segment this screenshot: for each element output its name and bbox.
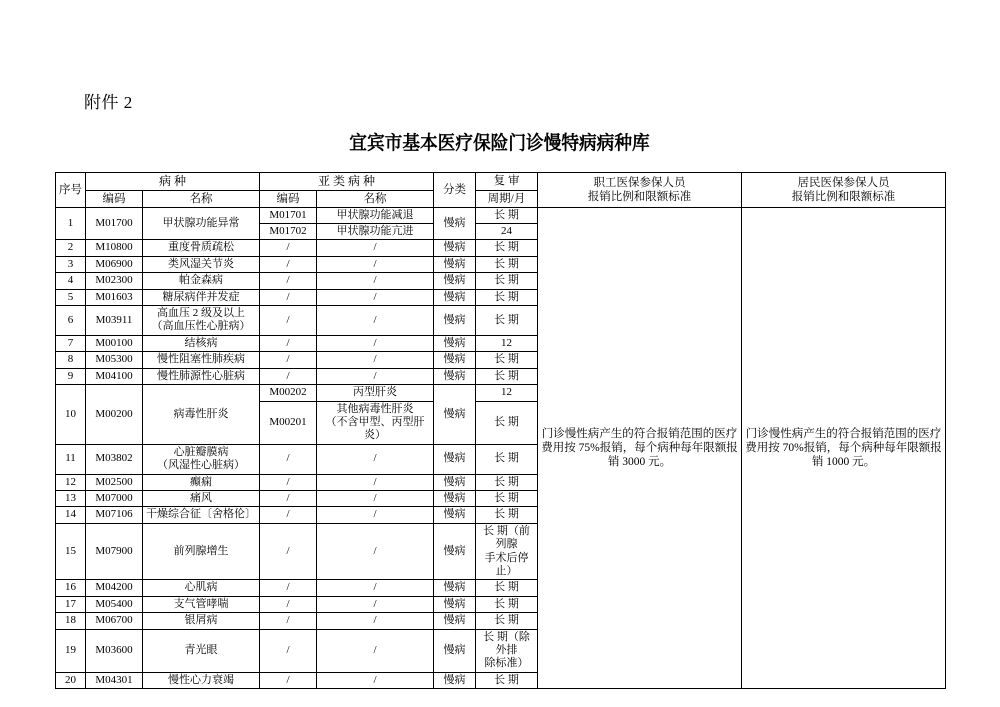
cell-name: 慢性阻塞性肺疾病 [143, 352, 260, 368]
cell-review-period: 长 期（除外排 除标准） [476, 629, 538, 672]
cell-sub-code: M00202 [260, 385, 317, 401]
cell-sub-code: / [260, 256, 317, 272]
cell-sub-code: / [260, 306, 317, 336]
cell-sub-name: 甲状腺功能减退 [317, 207, 434, 223]
cell-sub-code: / [260, 596, 317, 612]
cell-name: 痛风 [143, 490, 260, 506]
cell-sub-name: / [317, 507, 434, 523]
cell-sub-code: / [260, 490, 317, 506]
cell-name: 类风湿关节炎 [143, 256, 260, 272]
header-sub-name: 名称 [317, 190, 434, 207]
cell-sub-code: M00201 [260, 401, 317, 444]
cell-sub-code: / [260, 289, 317, 305]
cell-category: 慢病 [434, 507, 476, 523]
cell-code: M03600 [86, 629, 143, 672]
cell-review-period: 长 期 [476, 352, 538, 368]
cell-review-period: 长 期 [476, 490, 538, 506]
cell-category: 慢病 [434, 672, 476, 688]
cell-sub-name: / [317, 335, 434, 351]
cell-seq: 17 [56, 596, 86, 612]
cell-review-period: 12 [476, 385, 538, 401]
cell-code: M02500 [86, 474, 143, 490]
cell-seq: 18 [56, 613, 86, 629]
cell-name: 帕金森病 [143, 273, 260, 289]
cell-review-period: 长 期（前列腺 手术后停止） [476, 523, 538, 580]
cell-name: 干燥综合征〔舍格伦〕 [143, 507, 260, 523]
attachment-label: 附件 2 [84, 93, 133, 112]
cell-sub-name: / [317, 629, 434, 672]
cell-name: 病毒性肝炎 [143, 385, 260, 445]
cell-sub-code: / [260, 629, 317, 672]
cell-category: 慢病 [434, 385, 476, 445]
cell-sub-code: / [260, 368, 317, 384]
cell-sub-code: M01702 [260, 224, 317, 240]
cell-review-period: 长 期 [476, 207, 538, 223]
cell-sub-name: / [317, 444, 434, 474]
cell-category: 慢病 [434, 240, 476, 256]
cell-category: 慢病 [434, 273, 476, 289]
cell-seq: 9 [56, 368, 86, 384]
cell-category: 慢病 [434, 256, 476, 272]
cell-category: 慢病 [434, 444, 476, 474]
cell-seq: 3 [56, 256, 86, 272]
cell-review-period: 24 [476, 224, 538, 240]
cell-sub-code: / [260, 523, 317, 580]
cell-sub-code: M01701 [260, 207, 317, 223]
cell-name: 结核病 [143, 335, 260, 351]
cell-seq: 20 [56, 672, 86, 688]
cell-sub-name: / [317, 672, 434, 688]
cell-code: M04100 [86, 368, 143, 384]
cell-review-period: 长 期 [476, 306, 538, 336]
cell-code: M06700 [86, 613, 143, 629]
cell-category: 慢病 [434, 523, 476, 580]
cell-code: M07900 [86, 523, 143, 580]
cell-seq: 11 [56, 444, 86, 474]
cell-sub-code: / [260, 580, 317, 596]
cell-review-period: 长 期 [476, 240, 538, 256]
cell-sub-name: / [317, 490, 434, 506]
cell-review-period: 长 期 [476, 474, 538, 490]
cell-name: 糖尿病伴并发症 [143, 289, 260, 305]
cell-sub-code: / [260, 613, 317, 629]
table-row [56, 207, 946, 223]
cell-seq: 16 [56, 580, 86, 596]
cell-review-period: 长 期 [476, 289, 538, 305]
cell-code: M00200 [86, 385, 143, 445]
header-name: 名称 [143, 190, 260, 207]
cell-name: 慢性心力衰竭 [143, 672, 260, 688]
cell-name: 重度骨质疏松 [143, 240, 260, 256]
cell-review-period: 长 期 [476, 368, 538, 384]
cell-code: M07000 [86, 490, 143, 506]
cell-category: 慢病 [434, 629, 476, 672]
cell-sub-name: 丙型肝炎 [317, 385, 434, 401]
cell-review-period: 长 期 [476, 273, 538, 289]
cell-code: M03911 [86, 306, 143, 336]
cell-seq: 5 [56, 289, 86, 305]
cell-sub-name: / [317, 580, 434, 596]
cell-name: 心肌病 [143, 580, 260, 596]
cell-name: 支气管哮喘 [143, 596, 260, 612]
page-title [0, 128, 1000, 155]
cell-sub-code: / [260, 444, 317, 474]
cell-sub-name: / [317, 352, 434, 368]
header-category: 分类 [434, 173, 476, 208]
header-sub-disease-group: 亚 类 病 种 [260, 173, 434, 191]
cell-sub-name: / [317, 273, 434, 289]
cell-sub-code: / [260, 335, 317, 351]
cell-code: M00100 [86, 335, 143, 351]
cell-seq: 15 [56, 523, 86, 580]
cell-seq: 2 [56, 240, 86, 256]
cell-sub-name: / [317, 306, 434, 336]
cell-code: M02300 [86, 273, 143, 289]
cell-review-period: 长 期 [476, 672, 538, 688]
cell-seq: 13 [56, 490, 86, 506]
cell-category: 慢病 [434, 613, 476, 629]
cell-code: M06900 [86, 256, 143, 272]
cell-category: 慢病 [434, 335, 476, 351]
cell-code: M05300 [86, 352, 143, 368]
cell-name: 癫痫 [143, 474, 260, 490]
cell-sub-code: / [260, 474, 317, 490]
cell-sub-code: / [260, 352, 317, 368]
cell-code: M01700 [86, 207, 143, 240]
header-review: 复 审 [476, 173, 538, 191]
header-seq: 序号 [56, 173, 86, 208]
cell-category: 慢病 [434, 289, 476, 305]
cell-sub-name: / [317, 523, 434, 580]
cell-code: M04200 [86, 580, 143, 596]
cell-seq: 6 [56, 306, 86, 336]
header-employee-policy: 职工医保参保人员 报销比例和限额标准 [538, 173, 742, 208]
cell-review-period: 长 期 [476, 580, 538, 596]
cell-name: 青光眼 [143, 629, 260, 672]
header-disease-group: 病 种 [86, 173, 260, 191]
cell-category: 慢病 [434, 490, 476, 506]
cell-seq: 1 [56, 207, 86, 240]
cell-sub-name: 甲状腺功能亢进 [317, 224, 434, 240]
cell-sub-name: / [317, 596, 434, 612]
cell-seq: 12 [56, 474, 86, 490]
cell-category: 慢病 [434, 368, 476, 384]
cell-sub-name: / [317, 368, 434, 384]
cell-sub-code: / [260, 507, 317, 523]
cell-category: 慢病 [434, 207, 476, 240]
cell-sub-name: / [317, 240, 434, 256]
header-review-period: 周期/月 [476, 190, 538, 207]
cell-code: M07106 [86, 507, 143, 523]
cell-review-period: 长 期 [476, 256, 538, 272]
cell-sub-name: / [317, 474, 434, 490]
cell-sub-code: / [260, 273, 317, 289]
cell-seq: 19 [56, 629, 86, 672]
header-code: 编码 [86, 190, 143, 207]
disease-catalog-table [55, 172, 946, 689]
cell-name: 银屑病 [143, 613, 260, 629]
cell-seq: 14 [56, 507, 86, 523]
cell-seq: 7 [56, 335, 86, 351]
cell-name: 高血压 2 级及以上 （高血压性心脏病） [143, 306, 260, 336]
table-header-row-1 [56, 173, 946, 191]
cell-sub-name: / [317, 613, 434, 629]
cell-name: 甲状腺功能异常 [143, 207, 260, 240]
cell-code: M01603 [86, 289, 143, 305]
cell-review-period: 长 期 [476, 613, 538, 629]
cell-category: 慢病 [434, 474, 476, 490]
cell-employee-policy: 门诊慢性病产生的符合报销范围的医疗费用按 75%报销，每个病种每年限额报销 3000 元。 [538, 207, 742, 689]
cell-sub-name: / [317, 256, 434, 272]
cell-seq: 8 [56, 352, 86, 368]
cell-seq: 4 [56, 273, 86, 289]
cell-code: M05400 [86, 596, 143, 612]
header-resident-policy: 居民医保参保人员 报销比例和限额标准 [742, 173, 946, 208]
cell-category: 慢病 [434, 596, 476, 612]
cell-code: M03802 [86, 444, 143, 474]
cell-review-period: 12 [476, 335, 538, 351]
cell-name: 慢性肺源性心脏病 [143, 368, 260, 384]
cell-sub-name: 其他病毒性肝炎 （不含甲型、丙型肝炎） [317, 401, 434, 444]
cell-sub-name: / [317, 289, 434, 305]
cell-review-period: 长 期 [476, 444, 538, 474]
cell-seq: 10 [56, 385, 86, 445]
cell-resident-policy: 门诊慢性病产生的符合报销范围的医疗费用按 70%报销，每个病种每年限额报销 1000 元。 [742, 207, 946, 689]
cell-name: 心脏瓣膜病 （风湿性心脏病） [143, 444, 260, 474]
cell-code: M10800 [86, 240, 143, 256]
cell-sub-code: / [260, 672, 317, 688]
cell-category: 慢病 [434, 352, 476, 368]
cell-name: 前列腺增生 [143, 523, 260, 580]
cell-review-period: 长 期 [476, 507, 538, 523]
cell-sub-code: / [260, 240, 317, 256]
cell-review-period: 长 期 [476, 401, 538, 444]
cell-code: M04301 [86, 672, 143, 688]
page-title-text: 宜宾市基本医疗保险门诊慢特病病种库 [349, 133, 651, 154]
cell-review-period: 长 期 [476, 596, 538, 612]
cell-category: 慢病 [434, 306, 476, 336]
cell-category: 慢病 [434, 580, 476, 596]
header-sub-code: 编码 [260, 190, 317, 207]
